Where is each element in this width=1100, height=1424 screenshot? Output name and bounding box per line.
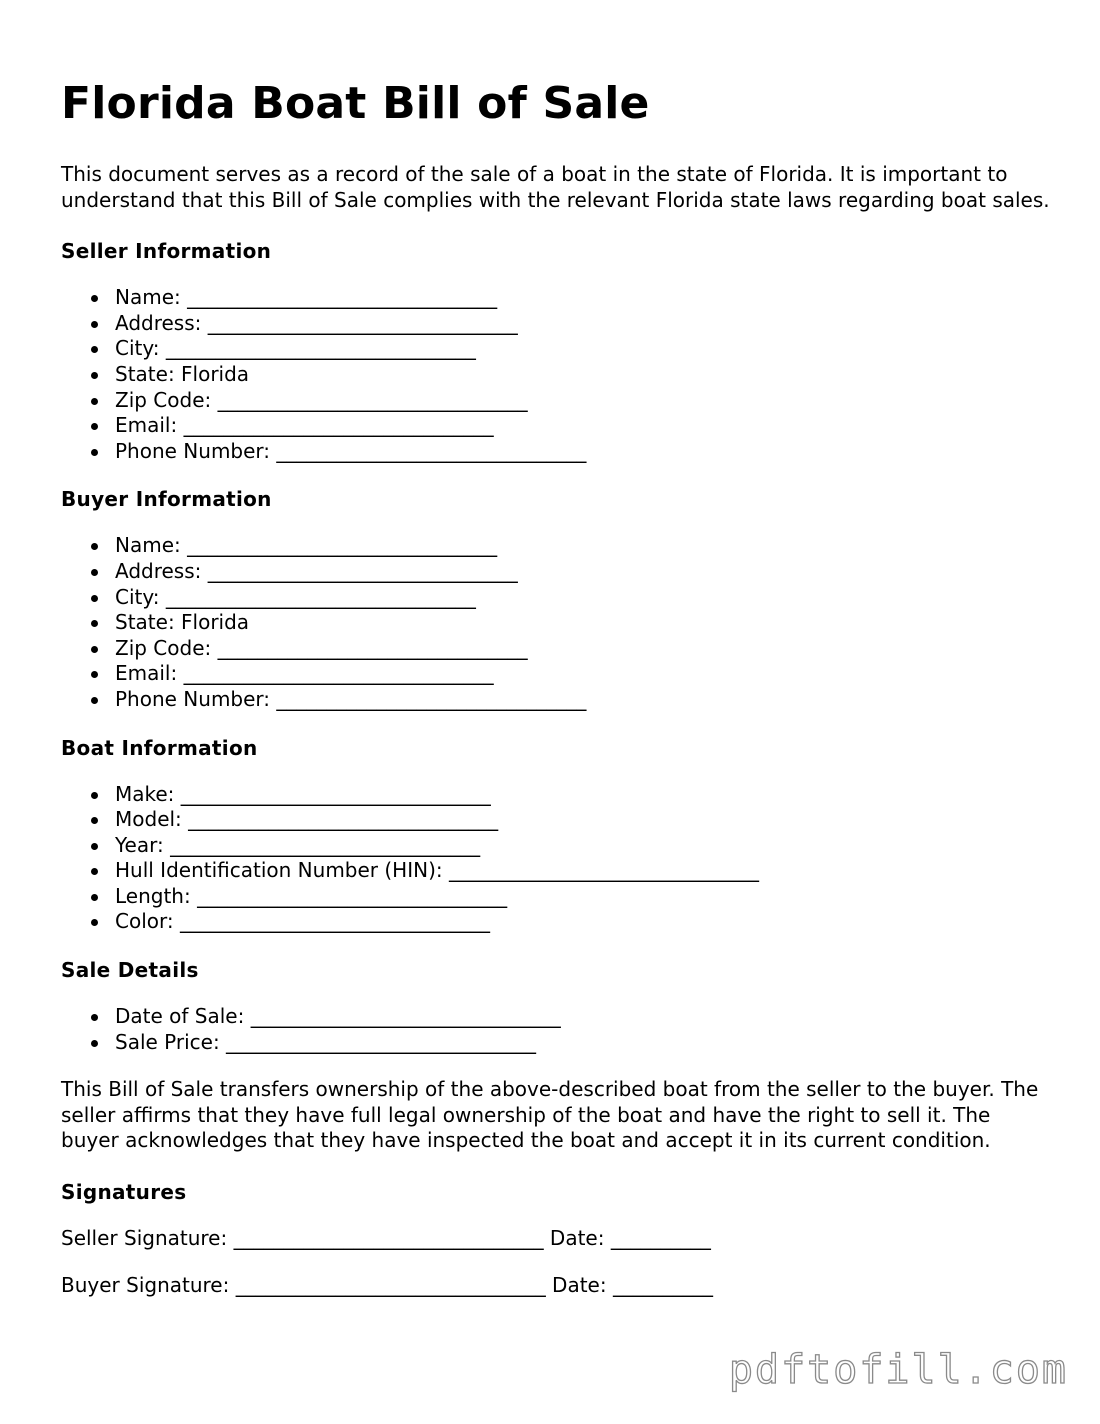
bullet-icon bbox=[91, 595, 98, 602]
bullet-icon bbox=[91, 398, 98, 405]
bullet-icon bbox=[91, 894, 98, 901]
seller-heading: Seller Information bbox=[61, 239, 272, 264]
bullet-icon bbox=[91, 295, 98, 302]
seller-phone-field[interactable] bbox=[61, 439, 1051, 465]
seller-zip-field[interactable] bbox=[61, 388, 1051, 414]
bullet-icon bbox=[91, 620, 98, 627]
bullet-icon bbox=[91, 868, 98, 875]
bullet-icon bbox=[91, 817, 98, 824]
buyer-list bbox=[61, 533, 1051, 712]
buyer-heading: Buyer Information bbox=[61, 487, 272, 512]
bullet-icon bbox=[91, 843, 98, 850]
bullet-icon bbox=[91, 697, 98, 704]
boat-hin-field[interactable] bbox=[61, 858, 1051, 884]
list-item-text: Sale Price: _______________________________ bbox=[115, 1029, 537, 1054]
bullet-icon bbox=[91, 372, 98, 379]
list-item-text: Make: _______________________________ bbox=[115, 781, 491, 806]
list-item-text: Model: _______________________________ bbox=[115, 807, 499, 832]
boat-list bbox=[61, 782, 1051, 936]
buyer-phone-field[interactable] bbox=[61, 687, 1051, 713]
bullet-icon bbox=[91, 543, 98, 550]
bullet-icon bbox=[91, 1014, 98, 1021]
list-item-text: Zip Code: _______________________________ bbox=[115, 387, 528, 412]
signatures-section bbox=[61, 1179, 1051, 1298]
list-item-text: Zip Code: _______________________________ bbox=[115, 635, 528, 660]
seller-state-item bbox=[61, 362, 1051, 388]
seller-list bbox=[61, 285, 1051, 464]
buyer-address-field[interactable] bbox=[61, 559, 1051, 585]
list-item-text: State: Florida bbox=[115, 610, 250, 635]
sale-price-field[interactable] bbox=[61, 1030, 1051, 1056]
sale-section bbox=[61, 957, 1051, 1055]
list-item-text: Email: _______________________________ bbox=[115, 413, 494, 438]
bullet-icon bbox=[91, 1040, 98, 1047]
list-item-text: Name: _______________________________ bbox=[115, 285, 498, 310]
intro-paragraph: This document serves as a record of the sale of a boat in the state of Florida. It is important to understand that this Bill of Sale complies with the relevant Florida state laws regarding boat sales. bbox=[61, 162, 1050, 212]
list-item-text: Phone Number: _______________________________ bbox=[115, 438, 587, 463]
sale-list bbox=[61, 1004, 1051, 1055]
seller-name-field[interactable] bbox=[61, 285, 1051, 311]
boat-length-field[interactable] bbox=[61, 884, 1051, 910]
sale-heading: Sale Details bbox=[61, 958, 199, 983]
bullet-icon bbox=[91, 792, 98, 799]
list-item-text: Year: _______________________________ bbox=[115, 832, 481, 857]
bullet-icon bbox=[91, 423, 98, 430]
bullet-icon bbox=[91, 671, 98, 678]
seller-city-field[interactable] bbox=[61, 336, 1051, 362]
bullet-icon bbox=[91, 346, 98, 353]
bullet-icon bbox=[91, 321, 98, 328]
list-item-text: Length: _______________________________ bbox=[115, 883, 508, 908]
buyer-email-field[interactable] bbox=[61, 661, 1051, 687]
transfer-paragraph: This Bill of Sale transfers ownership of the above-described boat from the seller to the buyer. The seller affirms that they have full legal ownership of the boat and have the right to sell it. The buyer acknowledges that they have inspected the boat and accept it in its current condition. bbox=[61, 1077, 1039, 1153]
watermark: pdftofill.com bbox=[728, 1347, 1068, 1393]
boat-model-field[interactable] bbox=[61, 807, 1051, 833]
bullet-icon bbox=[91, 569, 98, 576]
document-page bbox=[61, 78, 1051, 1319]
list-item-text: City: _______________________________ bbox=[115, 584, 476, 609]
buyer-state-item bbox=[61, 610, 1051, 636]
boat-color-field[interactable] bbox=[61, 909, 1051, 935]
sale-date-field[interactable] bbox=[61, 1004, 1051, 1030]
list-item-text: Phone Number: _______________________________ bbox=[115, 686, 587, 711]
boat-section bbox=[61, 735, 1051, 936]
boat-year-field[interactable] bbox=[61, 833, 1051, 859]
seller-signature-line[interactable]: Seller Signature: _______________________________ Date: __________ bbox=[61, 1226, 711, 1251]
seller-section bbox=[61, 238, 1051, 464]
buyer-signature-line[interactable]: Buyer Signature: _______________________________ Date: __________ bbox=[61, 1272, 713, 1297]
buyer-zip-field[interactable] bbox=[61, 636, 1051, 662]
boat-heading: Boat Information bbox=[61, 735, 258, 760]
seller-address-field[interactable] bbox=[61, 311, 1051, 337]
list-item-text: Email: _______________________________ bbox=[115, 661, 494, 686]
bullet-icon bbox=[91, 646, 98, 653]
list-item-text: Name: _______________________________ bbox=[115, 533, 498, 558]
buyer-city-field[interactable] bbox=[61, 585, 1051, 611]
boat-make-field[interactable] bbox=[61, 782, 1051, 808]
list-item-text: Address: _______________________________ bbox=[115, 558, 518, 583]
document-title: Florida Boat Bill of Sale bbox=[61, 78, 650, 129]
buyer-section bbox=[61, 486, 1051, 712]
list-item-text: State: Florida bbox=[115, 361, 250, 386]
bullet-icon bbox=[91, 449, 98, 456]
buyer-name-field[interactable] bbox=[61, 533, 1051, 559]
bullet-icon bbox=[91, 919, 98, 926]
list-item-text: City: _______________________________ bbox=[115, 336, 476, 361]
list-item-text: Date of Sale: _______________________________ bbox=[115, 1004, 561, 1029]
signatures-heading: Signatures bbox=[61, 1180, 187, 1205]
list-item-text: Hull Identification Number (HIN): _______________________________ bbox=[115, 858, 759, 883]
list-item-text: Color: _______________________________ bbox=[115, 909, 490, 934]
list-item-text: Address: _______________________________ bbox=[115, 310, 518, 335]
seller-email-field[interactable] bbox=[61, 413, 1051, 439]
